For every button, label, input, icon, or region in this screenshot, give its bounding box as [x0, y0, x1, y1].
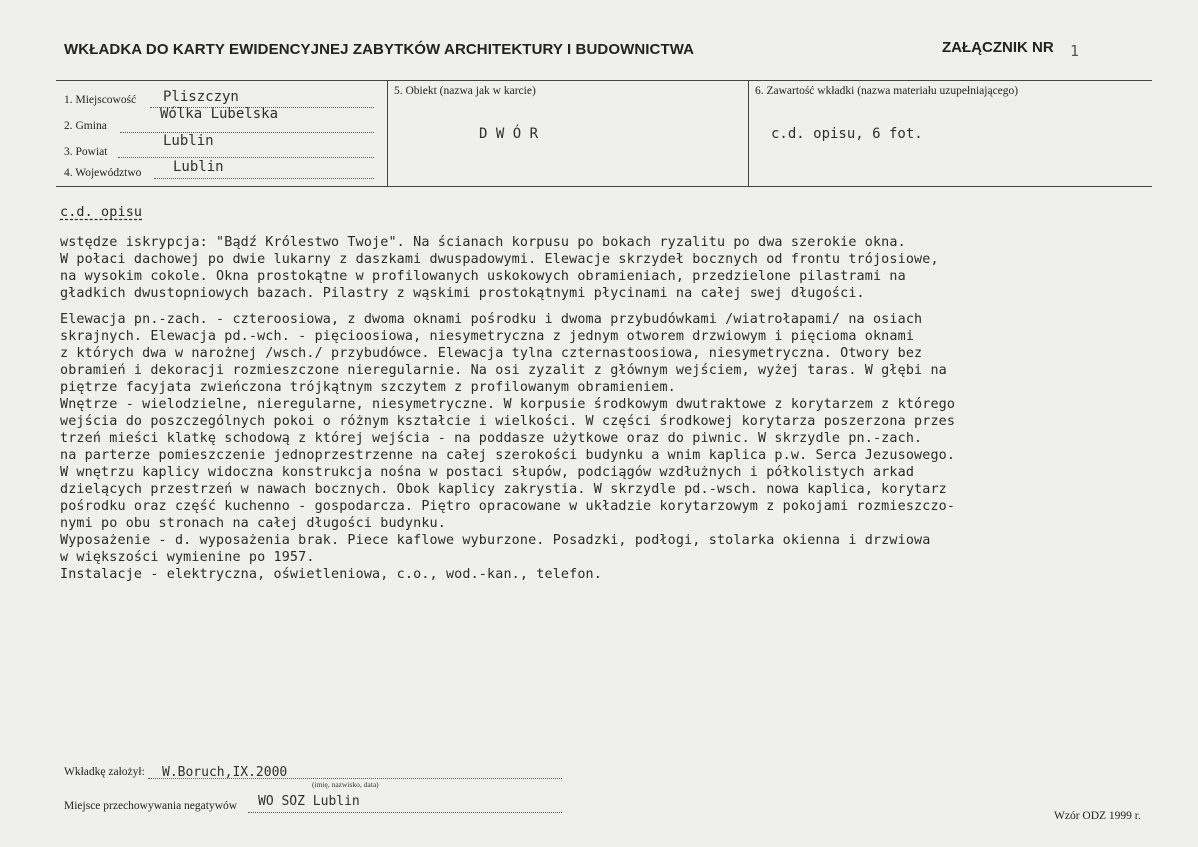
- form-bottom-rule: [56, 186, 1152, 187]
- contents-value: c.d. opisu, 6 fot.: [771, 126, 923, 142]
- description-line: pośrodku oraz część kuchenno - gospodarcza. Piętro opracowane w układzie korytarzowym z pokojami rozmieszczo-: [60, 499, 956, 514]
- description-line: Wyposażenie - d. wyposażenia brak. Piece kaflowe wyburzone. Posadzki, podłogi, stolarka okienna i drzwiowa: [60, 533, 931, 548]
- voivodeship-dotted-line: [154, 178, 374, 179]
- district-label: 3. Powiat: [64, 146, 108, 158]
- description-line: obramień i dekoracji rozmieszczone nieregularnie. Na osi zyzalit z głównym wejściem, wyżej taras. W głębi na: [60, 363, 947, 378]
- author-hint: (imię, nazwisko, data): [312, 780, 379, 789]
- form-top-rule: [56, 80, 1152, 81]
- author-value: W.Boruch,IX.2000: [162, 765, 288, 780]
- description-line: Wnętrze - wielodzielne, nieregularne, niesymetryczne. W korpusie środkowym dwutraktowe z korytarzem z którego: [60, 397, 956, 412]
- description-line: skrajnych. Elewacja pd.-wch. - pięcioosiowa, niesymetryczna z jednym otworem drzwiowym i pięcioma oknami: [60, 329, 915, 344]
- storage-value: WO SOZ Lublin: [258, 794, 360, 809]
- commune-label: 2. Gmina: [64, 120, 107, 132]
- description-heading: c.d. opisu: [60, 205, 143, 220]
- description-line: z których dwa w narożnej /wsch./ przybudówce. Elewacja tylna czternastoosiowa, niesymetryczna. Otwory bez: [60, 346, 923, 361]
- commune-value: Wólka Lubelska: [160, 106, 279, 122]
- locality-value: Pliszczyn: [163, 89, 239, 105]
- description-line: piętrze facyjata zwieńczona trójkątnym szczytem z profilowanym obramieniem.: [60, 380, 676, 395]
- district-dotted-line: [118, 157, 374, 158]
- author-label: Wkładkę założył:: [64, 766, 145, 778]
- contents-label: 6. Zawartość wkładki (nazwa materiału uzupełniającego): [755, 85, 1019, 97]
- voivodeship-value: Lublin: [173, 159, 224, 175]
- description-line: gładkich dwustopniowych bazach. Pilastry z wąskimi prostokątnymi płycinami na całej swej długości.: [60, 286, 865, 301]
- object-label: 5. Obiekt (nazwa jak w karcie): [394, 85, 536, 97]
- description-line: W wnętrzu kaplicy widoczna konstrukcja nośna w postaci słupów, podciągów wzdłużnych i półkolistych arkad: [60, 465, 915, 480]
- description-line: wstędze iskrypcja: "Bądź Królestwo Twoje". Na ścianach korpusu po bokach ryzalitu po dwa szerokie okna.: [60, 235, 906, 250]
- description-line: na parterze pomieszczenie jednoprzestrzenne na całej szerokości budynku a wnim kaplica p.w. Serca Jezusowego.: [60, 448, 956, 463]
- description-line: w większości wymienine po 1957.: [60, 550, 315, 565]
- attachment-label: ZAŁĄCZNIK NR: [942, 39, 1054, 56]
- description-line: Elewacja pn.-zach. - czteroosiowa, z dwoma oknami pośrodku i dwoma przybudówkami /wiatrołapami/ na osiach: [60, 312, 923, 327]
- document-title: WKŁADKA DO KARTY EWIDENCYJNEJ ZABYTKÓW ARCHITEKTURY I BUDOWNICTWA: [64, 41, 695, 58]
- description-line: W połaci dachowej po dwie lukarny z daszkami dwuspadowymi. Elewacje skrzydeł bocznych od frontu trójosiowe,: [60, 252, 939, 267]
- voivodeship-label: 4. Województwo: [64, 167, 142, 179]
- description-line: wejścia do poszczególnych pokoi o różnym kształcie i wielkości. W części środkowej korytarza poszerzona przes: [60, 414, 956, 429]
- attachment-number: 1: [1070, 42, 1080, 60]
- commune-dotted-line: [120, 132, 374, 133]
- description-line: dzielących przestrzeń w nawach bocznych. Obok kaplicy zakrystia. W skrzydle pd.-wsch. nowa kaplica, korytarz: [60, 482, 947, 497]
- description-line: Instalacje - elektryczna, oświetleniowa, c.o., wod.-kan., telefon.: [60, 567, 602, 582]
- form-divider-2: [748, 80, 749, 186]
- form-divider-1: [387, 80, 388, 186]
- storage-dotted-line: [248, 812, 562, 813]
- storage-label: Miejsce przechowywania negatywów: [64, 800, 238, 812]
- object-value: D W Ó R: [479, 126, 539, 142]
- locality-label: 1. Miejscowość: [64, 94, 137, 106]
- form-id: Wzór ODZ 1999 r.: [1054, 810, 1141, 822]
- description-line: nymi po obu stronach na całej długości budynku.: [60, 516, 446, 531]
- description-line: trzeń mieści klatkę schodową z której wejścia - na poddasze użytkowe oraz do piwnic. W skrzydle pn.-zach.: [60, 431, 923, 446]
- description-line: na wysokim cokole. Okna prostokątne w profilowanych uskokowych obramieniach, przedzielone pilastrami na: [60, 269, 906, 284]
- district-value: Lublin: [163, 133, 214, 149]
